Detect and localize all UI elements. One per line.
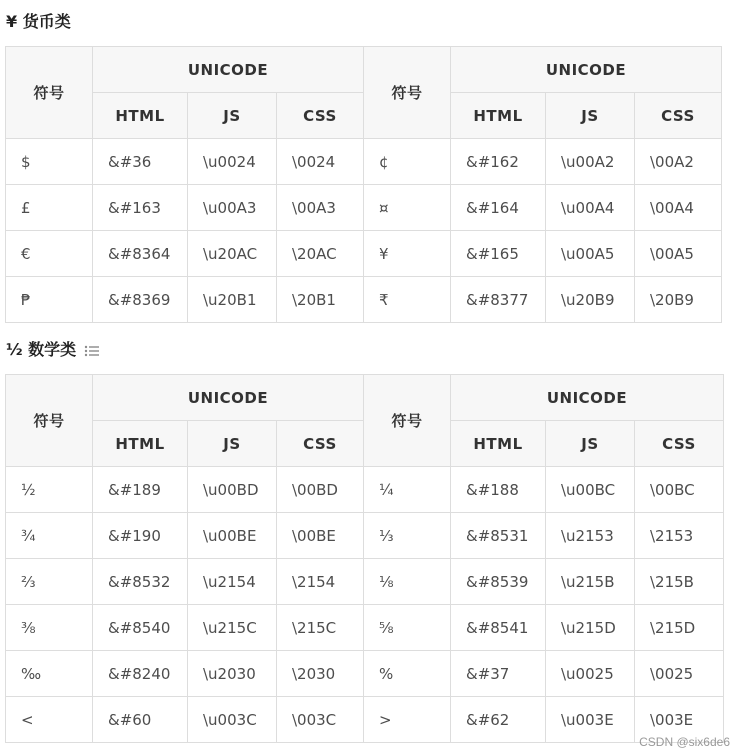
currency-heading-text: ¥ 货币类 bbox=[6, 12, 71, 31]
css-code-cell: \215B bbox=[635, 559, 724, 605]
js-code-cell: \u00A5 bbox=[546, 231, 635, 277]
currency-header-html-left: HTML bbox=[93, 93, 188, 139]
css-code-cell: \2154 bbox=[277, 559, 364, 605]
html-code-cell: &#190 bbox=[93, 513, 188, 559]
js-code-cell: \u00A2 bbox=[546, 139, 635, 185]
math-header-symbol-left: 符号 bbox=[6, 375, 93, 467]
symbol-cell: ⅛ bbox=[364, 559, 451, 605]
css-code-cell: \215D bbox=[635, 605, 724, 651]
currency-header-js-left: JS bbox=[188, 93, 277, 139]
math-heading-text: ½ 数学类 bbox=[6, 340, 77, 359]
js-code-cell: \u2030 bbox=[188, 651, 277, 697]
math-header-css-right: CSS bbox=[635, 421, 724, 467]
symbol-cell: £ bbox=[6, 185, 93, 231]
symbol-cell: % bbox=[364, 651, 451, 697]
html-code-cell: &#165 bbox=[451, 231, 546, 277]
symbol-cell: < bbox=[6, 697, 93, 743]
html-code-cell: &#8369 bbox=[93, 277, 188, 323]
table-row bbox=[6, 277, 722, 323]
symbol-cell: ⅝ bbox=[364, 605, 451, 651]
math-header-unicode-right: UNICODE bbox=[451, 375, 724, 421]
table-row bbox=[6, 467, 724, 513]
currency-header-unicode-right: UNICODE bbox=[451, 47, 722, 93]
table-row bbox=[6, 139, 722, 185]
list-icon[interactable] bbox=[84, 343, 100, 357]
css-code-cell: \20B9 bbox=[635, 277, 722, 323]
symbol-cell: ¾ bbox=[6, 513, 93, 559]
symbol-cell: $ bbox=[6, 139, 93, 185]
html-code-cell: &#36 bbox=[93, 139, 188, 185]
html-code-cell: &#62 bbox=[451, 697, 546, 743]
math-header-row-1 bbox=[6, 375, 724, 421]
js-code-cell: \u2154 bbox=[188, 559, 277, 605]
html-code-cell: &#8539 bbox=[451, 559, 546, 605]
css-code-cell: \003C bbox=[277, 697, 364, 743]
math-header-css-left: CSS bbox=[277, 421, 364, 467]
js-code-cell: \u003C bbox=[188, 697, 277, 743]
js-code-cell: \u215C bbox=[188, 605, 277, 651]
js-code-cell: \u215D bbox=[546, 605, 635, 651]
html-code-cell: &#8532 bbox=[93, 559, 188, 605]
js-code-cell: \u215B bbox=[546, 559, 635, 605]
symbol-cell: ¢ bbox=[364, 139, 451, 185]
math-table bbox=[5, 374, 724, 743]
js-code-cell: \u20B1 bbox=[188, 277, 277, 323]
css-code-cell: \00A3 bbox=[277, 185, 364, 231]
math-header-html-right: HTML bbox=[451, 421, 546, 467]
js-code-cell: \u20AC bbox=[188, 231, 277, 277]
js-code-cell: \u20B9 bbox=[546, 277, 635, 323]
currency-header-symbol-left: 符号 bbox=[6, 47, 93, 139]
html-code-cell: &#188 bbox=[451, 467, 546, 513]
html-code-cell: &#8377 bbox=[451, 277, 546, 323]
css-code-cell: \20AC bbox=[277, 231, 364, 277]
currency-heading bbox=[6, 12, 71, 32]
html-code-cell: &#189 bbox=[93, 467, 188, 513]
symbol-cell: ¥ bbox=[364, 231, 451, 277]
currency-header-css-left: CSS bbox=[277, 93, 364, 139]
symbol-cell: € bbox=[6, 231, 93, 277]
table-row bbox=[6, 651, 724, 697]
symbol-cell: > bbox=[364, 697, 451, 743]
math-heading bbox=[6, 340, 100, 360]
symbol-cell: ¤ bbox=[364, 185, 451, 231]
css-code-cell: \0025 bbox=[635, 651, 724, 697]
table-row bbox=[6, 513, 724, 559]
symbol-cell: ⅔ bbox=[6, 559, 93, 605]
currency-header-symbol-right: 符号 bbox=[364, 47, 451, 139]
css-code-cell: \2030 bbox=[277, 651, 364, 697]
html-code-cell: &#8364 bbox=[93, 231, 188, 277]
css-code-cell: \00BE bbox=[277, 513, 364, 559]
html-code-cell: &#8541 bbox=[451, 605, 546, 651]
js-code-cell: \u0025 bbox=[546, 651, 635, 697]
html-code-cell: &#164 bbox=[451, 185, 546, 231]
js-code-cell: \u00A4 bbox=[546, 185, 635, 231]
js-code-cell: \u2153 bbox=[546, 513, 635, 559]
symbol-cell: ¼ bbox=[364, 467, 451, 513]
table-row bbox=[6, 559, 724, 605]
js-code-cell: \u003E bbox=[546, 697, 635, 743]
currency-header-row-1 bbox=[6, 47, 722, 93]
css-code-cell: \00A2 bbox=[635, 139, 722, 185]
html-code-cell: &#37 bbox=[451, 651, 546, 697]
table-row bbox=[6, 605, 724, 651]
currency-header-html-right: HTML bbox=[451, 93, 546, 139]
css-code-cell: \20B1 bbox=[277, 277, 364, 323]
symbol-cell: ⅜ bbox=[6, 605, 93, 651]
html-code-cell: &#162 bbox=[451, 139, 546, 185]
symbol-cell: ₱ bbox=[6, 277, 93, 323]
css-code-cell: \0024 bbox=[277, 139, 364, 185]
html-code-cell: &#163 bbox=[93, 185, 188, 231]
css-code-cell: \003E bbox=[635, 697, 724, 743]
html-code-cell: &#8240 bbox=[93, 651, 188, 697]
css-code-cell: \2153 bbox=[635, 513, 724, 559]
currency-header-js-right: JS bbox=[546, 93, 635, 139]
symbol-cell: ‰ bbox=[6, 651, 93, 697]
symbol-cell: ₹ bbox=[364, 277, 451, 323]
table-row bbox=[6, 697, 724, 743]
js-code-cell: \u0024 bbox=[188, 139, 277, 185]
symbol-cell: ⅓ bbox=[364, 513, 451, 559]
js-code-cell: \u00A3 bbox=[188, 185, 277, 231]
symbol-cell: ½ bbox=[6, 467, 93, 513]
table-row bbox=[6, 231, 722, 277]
html-code-cell: &#8531 bbox=[451, 513, 546, 559]
currency-header-css-right: CSS bbox=[635, 93, 722, 139]
watermark: CSDN @six6de6 bbox=[639, 735, 730, 749]
css-code-cell: \00BC bbox=[635, 467, 724, 513]
js-code-cell: \u00BC bbox=[546, 467, 635, 513]
table-row bbox=[6, 185, 722, 231]
math-header-unicode-left: UNICODE bbox=[93, 375, 364, 421]
css-code-cell: \00A5 bbox=[635, 231, 722, 277]
html-code-cell: &#8540 bbox=[93, 605, 188, 651]
currency-header-unicode-left: UNICODE bbox=[93, 47, 364, 93]
js-code-cell: \u00BD bbox=[188, 467, 277, 513]
css-code-cell: \215C bbox=[277, 605, 364, 651]
math-header-symbol-right: 符号 bbox=[364, 375, 451, 467]
math-header-js-right: JS bbox=[546, 421, 635, 467]
css-code-cell: \00A4 bbox=[635, 185, 722, 231]
math-header-html-left: HTML bbox=[93, 421, 188, 467]
currency-table bbox=[5, 46, 722, 323]
js-code-cell: \u00BE bbox=[188, 513, 277, 559]
math-header-js-left: JS bbox=[188, 421, 277, 467]
css-code-cell: \00BD bbox=[277, 467, 364, 513]
html-code-cell: &#60 bbox=[93, 697, 188, 743]
